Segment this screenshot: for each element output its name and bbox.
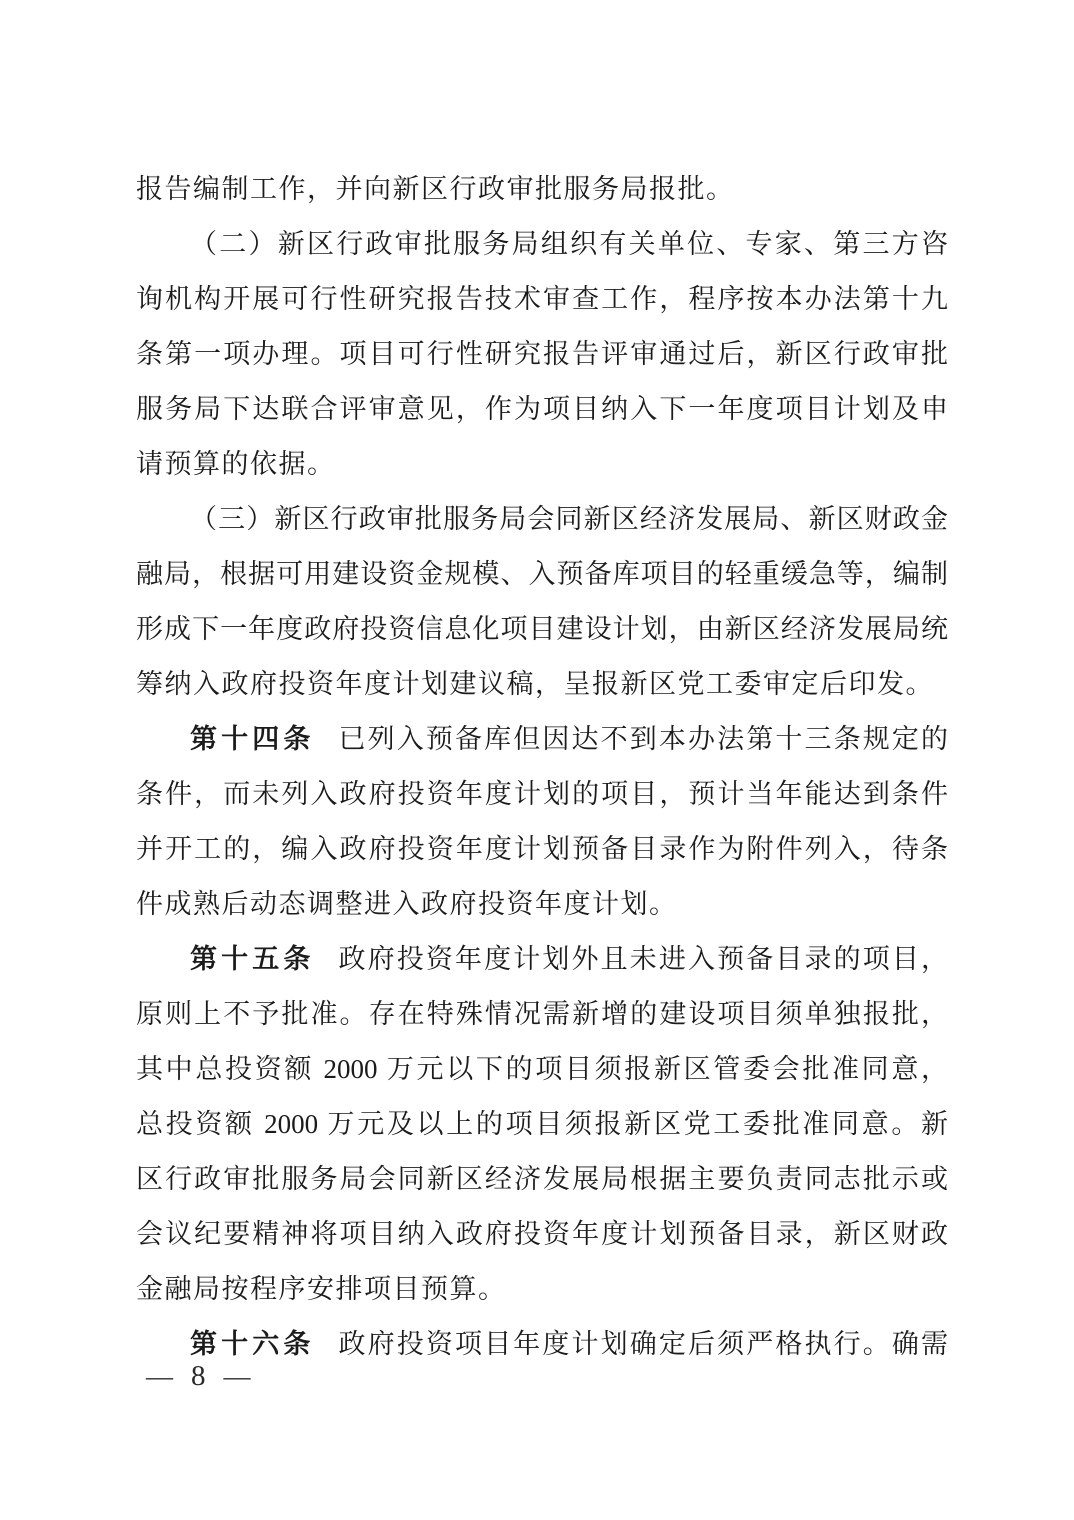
text-line (136, 1317, 948, 1372)
text-line: 件成熟后动态调整进入政府投资年度计划。 (136, 889, 678, 919)
article-number: 第十五条 (190, 944, 315, 974)
paragraph-item-2 (136, 217, 948, 492)
text-line: 报告编制工作，并向新区行政审批服务局报批。 (136, 174, 735, 204)
paragraph-article-14 (136, 712, 948, 932)
footer-dash-right: — (223, 1360, 251, 1391)
article-text: 已列入预备库但因达不到本办法第十三条规定的 (338, 724, 948, 754)
text-line: 融局，根据可用建设资金规模、入预备库项目的轻重缓急等，编制 (136, 559, 948, 589)
text-line: （二）新区行政审批服务局组织有关单位、专家、第三方咨 (190, 229, 948, 259)
text-line: 金融局按程序安排项目预算。 (136, 1274, 507, 1304)
paragraph-article-15 (136, 932, 948, 1317)
text-line: 并开工的，编入政府投资年度计划预备目录作为附件列入，待条 (136, 834, 948, 864)
text-line (136, 932, 948, 987)
text-line (136, 712, 948, 767)
page-footer (146, 1358, 251, 1394)
text-line: 形成下一年度政府投资信息化项目建设计划，由新区经济发展局统 (136, 614, 948, 644)
article-text: 政府投资项目年度计划确定后须严格执行。确需 (338, 1329, 948, 1359)
text-line: （三）新区行政审批服务局会同新区经济发展局、新区财政金 (190, 504, 948, 534)
paragraph-item-3 (136, 492, 948, 712)
text-line: 原则上不予批准。存在特殊情况需新增的建设项目须单独报批， (136, 999, 948, 1029)
paragraph-article-16 (136, 1317, 948, 1372)
footer-dash-left: — (146, 1360, 173, 1391)
article-number: 第十四条 (190, 724, 315, 754)
text-line: 服务局下达联合评审意见，作为项目纳入下一年度项目计划及申 (136, 394, 948, 424)
text-line: 会议纪要精神将项目纳入政府投资年度计划预备目录，新区财政 (136, 1219, 948, 1249)
article-number: 第十六条 (190, 1329, 315, 1359)
article-text: 政府投资年度计划外且未进入预备目录的项目， (338, 944, 948, 974)
text-line: 请预算的依据。 (136, 449, 336, 479)
text-line: 总投资额 2000 万元及以上的项目须报新区党工委批准同意。新 (136, 1109, 948, 1139)
paragraph-carryover (136, 162, 948, 217)
document-body (136, 162, 948, 1372)
text-line: 条第一项办理。项目可行性研究报告评审通过后，新区行政审批 (136, 339, 948, 369)
text-line: 询机构开展可行性研究报告技术审查工作，程序按本办法第十九 (136, 284, 948, 314)
page-number: 8 (191, 1359, 206, 1392)
text-line: 其中总投资额 2000 万元以下的项目须报新区管委会批准同意， (136, 1054, 948, 1084)
text-line: 条件，而未列入政府投资年度计划的项目，预计当年能达到条件 (136, 779, 948, 809)
text-line: 筹纳入政府投资年度计划建议稿，呈报新区党工委审定后印发。 (136, 669, 934, 699)
text-line: 区行政审批服务局会同新区经济发展局根据主要负责同志批示或 (136, 1164, 948, 1194)
